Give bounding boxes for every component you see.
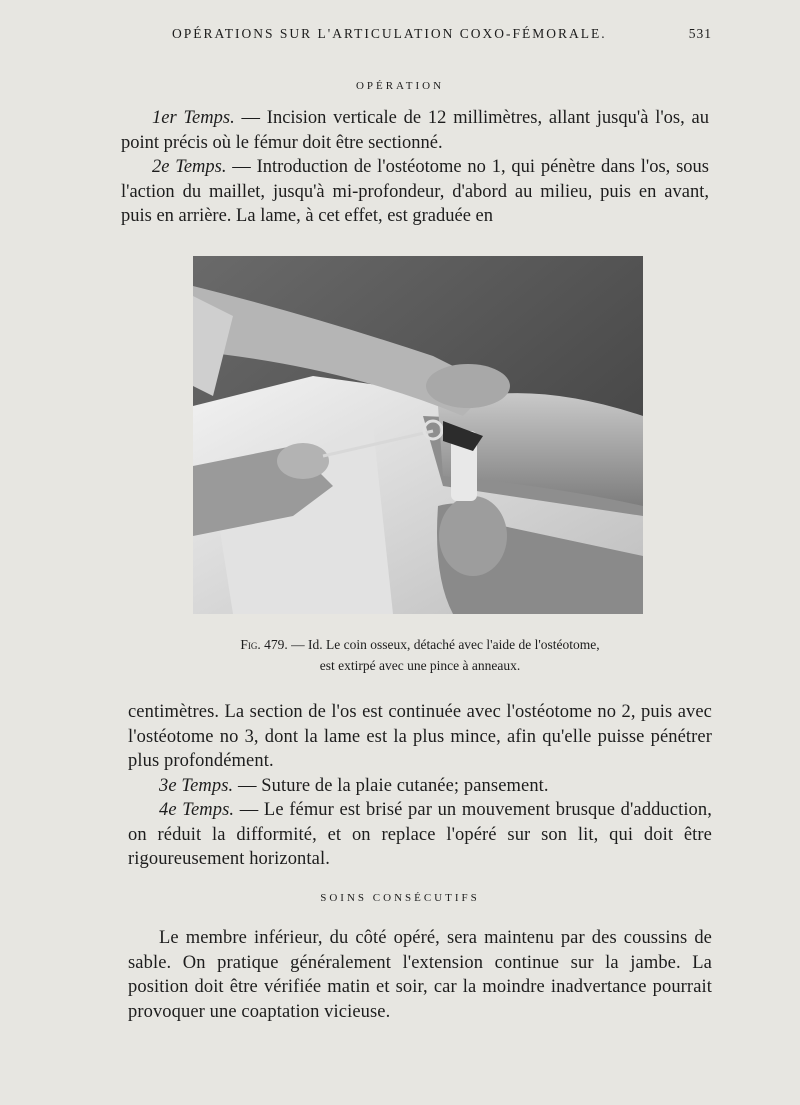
temps-1-text: — Incision verticale de 12 millimètres, allant jusqu'à l'os, au point précis où le fémur doit être sectionné. xyxy=(121,108,710,153)
running-head xyxy=(172,26,712,42)
figure-label: Fig. 479. xyxy=(240,637,288,652)
figure-caption xyxy=(180,634,660,676)
paragraph-temps-3 xyxy=(128,774,712,799)
caption-line-1 xyxy=(180,634,660,655)
temps-3-text: — Suture de la plaie cutanée; pansement. xyxy=(233,775,549,796)
temps-2-text: — Introduction de l'ostéotome no 1, qui pénètre dans l'os, sous l'action du maillet, jusqu'à mi-profondeur, d'abord au milieu, puis en avant, puis en arrière. La lame, à cet effet, est graduée en xyxy=(121,157,709,226)
paragraph-temps-2 xyxy=(121,155,709,229)
page-number: 531 xyxy=(688,26,712,41)
surgical-photo-illustration xyxy=(193,256,643,614)
figure-479-photograph xyxy=(193,256,643,614)
section-heading-soins: SOINS CONSÉCUTIFS xyxy=(320,892,480,904)
paragraph-continuation: centimètres. La section de l'os est continuée avec l'ostéotome no 2, puis avec l'ostéotome no 3, dont la lame est la plus mince, afin qu'elle puisse pénétrer plus profondément. xyxy=(128,702,712,771)
section-heading-operation: OPÉRATION xyxy=(355,80,445,92)
temps-3-label: 3e Temps. xyxy=(159,775,234,796)
temps-4-text: — Le fémur est brisé par un mouvement brusque d'adduction, on réduit la difformité, et on replace l'opéré sur son lit, qui doit être rigoureusement horizontal. xyxy=(128,800,712,869)
temps-1-label: 1er Temps. xyxy=(152,108,235,128)
paragraph-temps-4 xyxy=(128,798,712,872)
running-title: OPÉRATIONS SUR L'ARTICULATION COXO-FÉMORALE. xyxy=(172,26,607,41)
caption-text-1: — Id. Le coin osseux, détaché avec l'aide de l'ostéotome, xyxy=(287,637,600,652)
paragraph-soins: Le membre inférieur, du côté opéré, sera maintenu par des coussins de sable. On pratique généralement l'extension continue sur la jambe. La position doit être vérifiée matin et soir, car la moindre inadvertance pourrait provoquer une coaptation vicieuse. xyxy=(128,928,712,1022)
temps-4-label: 4e Temps. xyxy=(159,800,235,820)
temps-2-label: 2e Temps. xyxy=(152,157,227,177)
continuation-text xyxy=(128,700,712,872)
soins-text xyxy=(128,926,712,1024)
paragraph-temps-1 xyxy=(121,106,709,155)
caption-line-2: est extirpé avec une pince à anneaux. xyxy=(319,658,521,673)
operation-text xyxy=(121,106,709,229)
